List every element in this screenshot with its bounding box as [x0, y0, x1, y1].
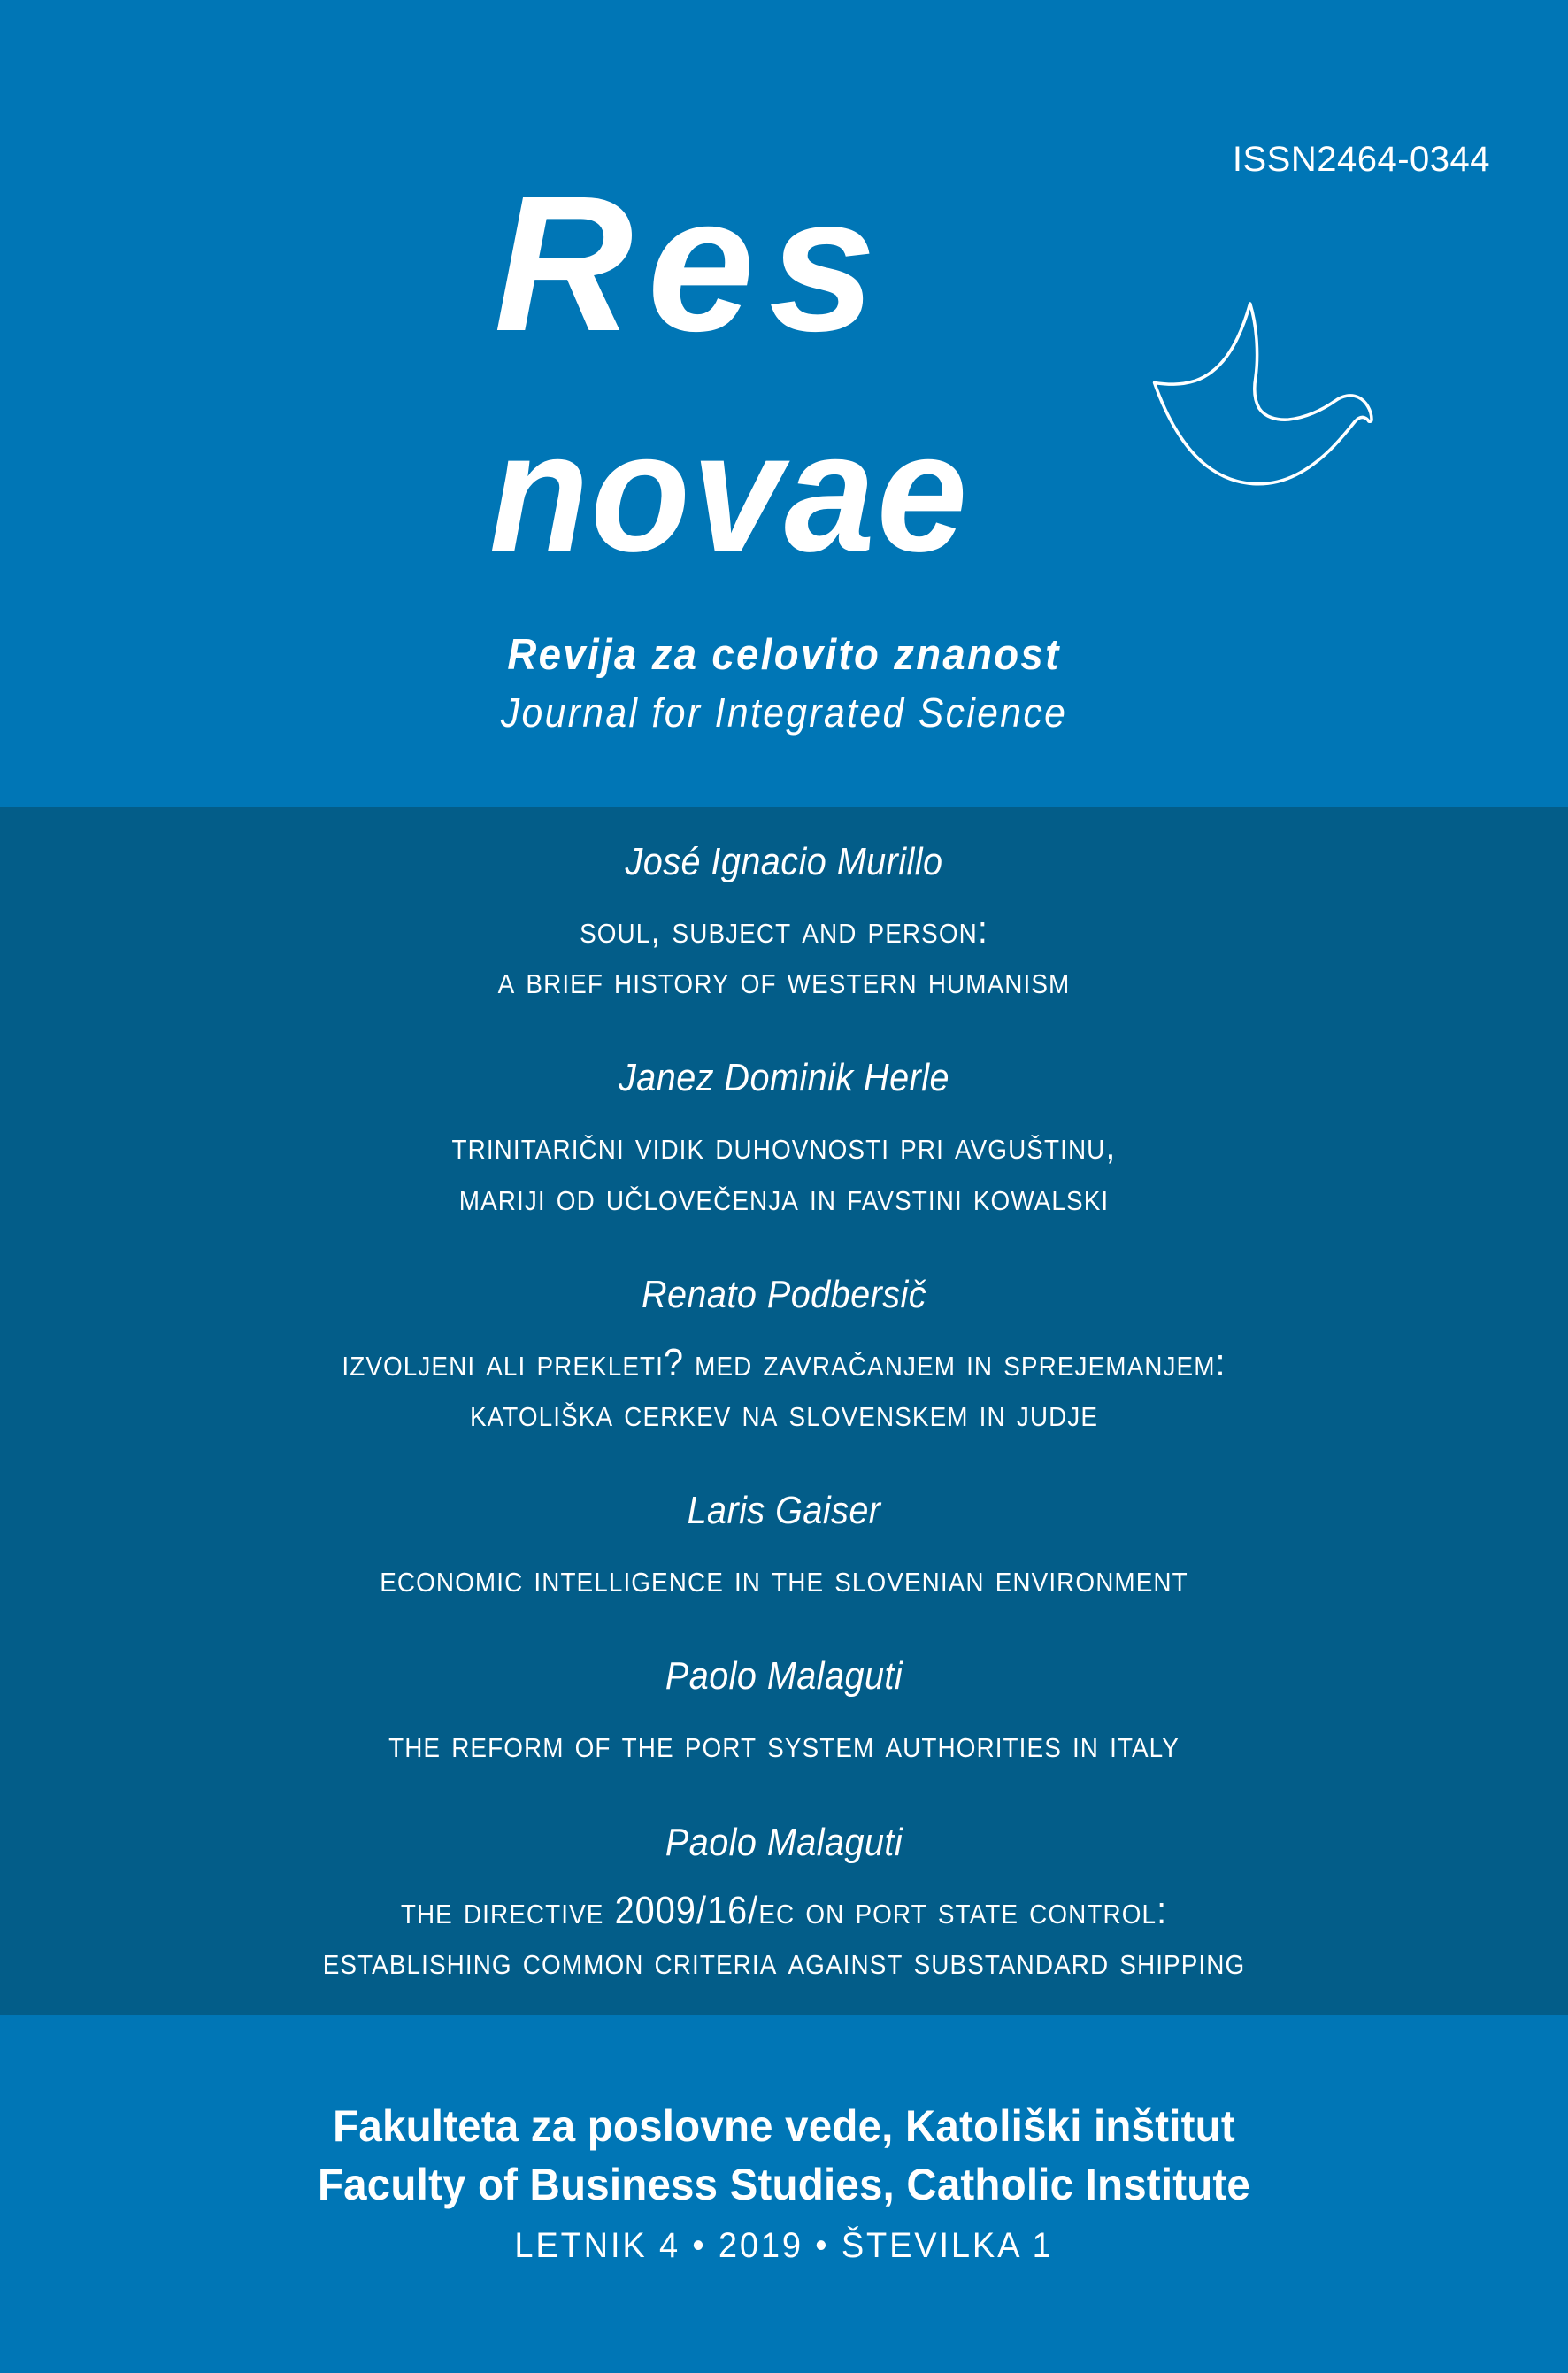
entry-author: Renato Podbersič [641, 1272, 926, 1316]
entry-author: José Ignacio Murillo [625, 840, 943, 883]
entry-author: Laris Gaiser [687, 1489, 881, 1533]
entry-title [79, 1885, 1490, 1986]
publisher-block [39, 2097, 1528, 2214]
entry-title [79, 1553, 1490, 1604]
table-of-contents [0, 840, 1568, 1986]
contents-entry [0, 840, 1568, 1005]
publisher-name-english: Faculty of Business Studies, Catholic Institute [317, 2160, 1251, 2209]
contents-entry [0, 1820, 1568, 1986]
entry-title [79, 1121, 1490, 1221]
issue-line: LETNIK 4 • 2019 • ŠTEVILKA 1 [514, 2226, 1054, 2265]
contents-entry [0, 1654, 1568, 1769]
entry-title-line: the directive 2009/16/ec on port state control: [400, 1888, 1168, 1932]
contents-entry [0, 1491, 1568, 1604]
issn-label: ISSN2464-0344 [1232, 140, 1490, 179]
entry-title [79, 1719, 1490, 1769]
entry-title-line: economic intelligence in the slovenian environment [380, 1557, 1188, 1601]
entry-author: Paolo Malaguti [665, 1820, 903, 1864]
entry-title-line: izvoljeni ali prekleti? med zavračanjem in sprejemanjem: [342, 1340, 1226, 1384]
journal-subtitle-english: Journal for Integrated Science [500, 690, 1068, 736]
journal-title-line-1: Res [494, 157, 890, 372]
entry-title [79, 905, 1490, 1005]
publisher-name-slovenian: Fakulteta za poslovne vede, Katoliški inštitut [333, 2101, 1235, 2151]
entry-author: Janez Dominik Herle [619, 1056, 949, 1100]
contents-entry [0, 1056, 1568, 1221]
entry-title-line: katoliška cerkev na slovenskem in judje [469, 1391, 1099, 1435]
entry-title-line: mariji od učlovečenja in favstini kowalski [458, 1175, 1110, 1219]
entry-title-line: establishing common criteria against substandard shipping [322, 1938, 1246, 1983]
entry-title-line: the reform of the port system authorities in italy [388, 1722, 1180, 1767]
entry-title-line: soul, subject and person: [580, 908, 988, 952]
entry-title-line: a brief history of western humanism [497, 959, 1071, 1003]
entry-title-line: trinitarični vidik duhovnosti pri avguštinu, [451, 1124, 1117, 1168]
journal-title-line-2: novae [488, 397, 970, 587]
journal-subtitle-slovenian: Revija za celovito znanost [507, 631, 1061, 679]
contents-entry [0, 1272, 1568, 1438]
entry-title [79, 1337, 1490, 1438]
entry-author: Paolo Malaguti [665, 1654, 903, 1699]
